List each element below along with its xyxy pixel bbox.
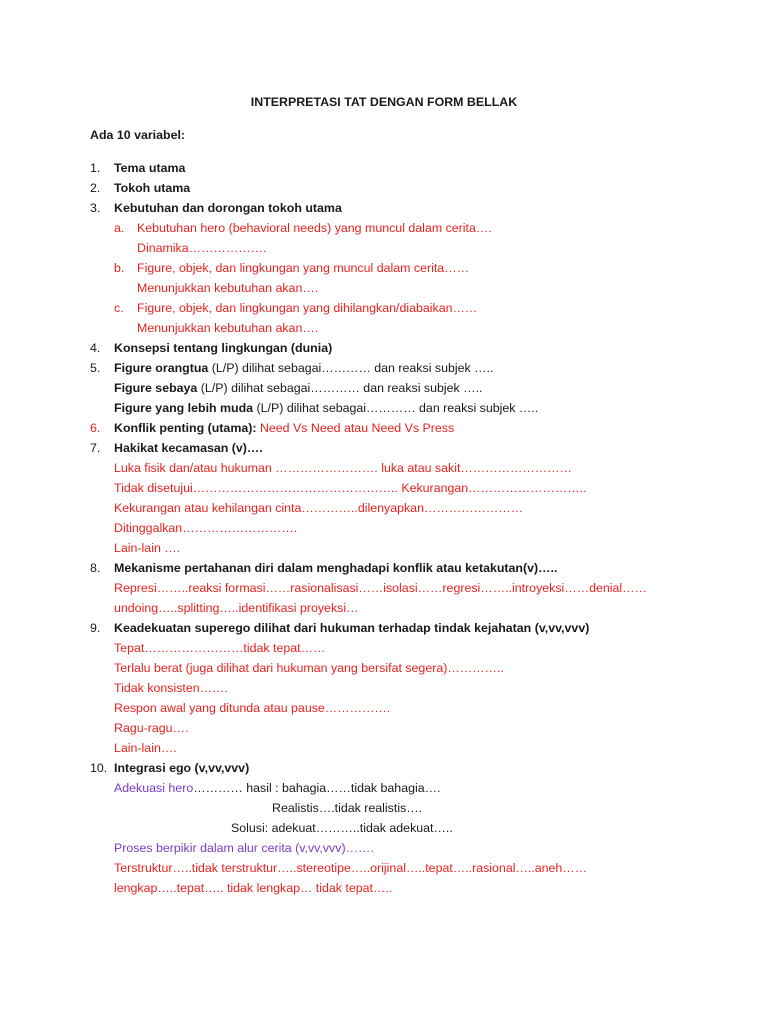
item-9-line5: Ragu-ragu…. xyxy=(114,721,189,735)
intro-heading: Ada 10 variabel: xyxy=(90,128,186,142)
item-9-line4: Respon awal yang ditunda atau pause……………. xyxy=(114,701,391,715)
item-9-line1: Tepat……………………tidak tepat…… xyxy=(114,641,326,655)
item-2-text: Tokoh utama xyxy=(114,181,191,195)
item-1-number: 1. xyxy=(90,161,101,175)
item-7-line5: Lain-lain …. xyxy=(114,541,181,555)
item-3a-line2: Dinamika………………. xyxy=(137,241,267,255)
item-5-line2 xyxy=(114,380,482,396)
adekuasi-hero-result: ………… hasil : bahagia……tidak bahagia…. xyxy=(193,781,441,795)
item-3c-letter: c. xyxy=(114,301,124,315)
item-4-text: Konsepsi tentang lingkungan (dunia) xyxy=(114,341,333,355)
item-8-line1: Represi……..reaksi formasi……rasionalisasi……isolasi……regresi……..introyeksi……denial…… xyxy=(114,581,647,595)
page-title: INTERPRETASI TAT DENGAN FORM BELLAK xyxy=(250,95,518,109)
item-7-number: 7. xyxy=(90,441,101,455)
item-10-number: 10. xyxy=(90,761,108,775)
item-10-line5: Terstruktur…..tidak terstruktur…..stereotipe…..orijinal…..tepat…..rasional…..aneh…… xyxy=(114,861,588,875)
item-9-line6: Lain-lain…. xyxy=(114,741,177,755)
item-9-text: Keadekuatan superego dilihat dari hukuman terhadap tindak kejahatan (v,vv,vvv) xyxy=(114,621,590,635)
item-3a-letter: a. xyxy=(114,221,125,235)
item-3-text: Kebutuhan dan dorongan tokoh utama xyxy=(114,201,342,215)
figure-peer-desc: (L/P) dilihat sebagai………… dan reaksi subjek ….. xyxy=(197,381,483,395)
item-8-text: Mekanisme pertahanan diri dalam menghadapi konflik atau ketakutan(v)….. xyxy=(114,561,558,575)
item-7-line4: Ditinggalkan………………………. xyxy=(114,521,298,535)
item-3c-line2: Menunjukkan kebutuhan akan…. xyxy=(137,321,319,335)
item-9-line3: Tidak konsisten……. xyxy=(114,681,228,695)
item-10-line2: Realistis….tidak realistis…. xyxy=(272,801,423,815)
item-6-text xyxy=(114,420,454,436)
item-10-line1 xyxy=(114,780,440,796)
item-5-line3 xyxy=(114,400,538,416)
figure-younger-desc: (L/P) dilihat sebagai………… dan reaksi subjek ….. xyxy=(253,401,539,415)
item-10-line3: Solusi: adekuat………..tidak adekuat….. xyxy=(231,821,453,835)
item-7-line3: Kekurangan atau kehilangan cinta…………..dilenyapkan…………………… xyxy=(114,501,524,515)
item-6-value: Need Vs Need atau Need Vs Press xyxy=(259,421,455,435)
item-5-number: 5. xyxy=(90,361,101,375)
item-4-number: 4. xyxy=(90,341,101,355)
item-3b-line2: Menunjukkan kebutuhan akan…. xyxy=(137,281,319,295)
item-5-line1 xyxy=(114,360,493,376)
item-7-line1: Luka fisik dan/atau hukuman ……………………. luka atau sakit……………………… xyxy=(114,461,572,475)
item-10-line4: Proses berpikir dalam alur cerita (v,vv,vvv)……. xyxy=(114,841,374,855)
item-7-line2: Tidak disetujui………………………………………….. Kekurangan……………………….. xyxy=(114,481,587,495)
figure-younger-label: Figure yang lebih muda xyxy=(114,401,254,415)
item-2-number: 2. xyxy=(90,181,101,195)
item-9-line2: Terlalu berat (juga dilihat dari hukuman yang bersifat segera)………….. xyxy=(114,661,504,675)
item-7-text: Hakikat kecamasan (v)…. xyxy=(114,441,263,455)
item-6-number: 6. xyxy=(90,421,101,435)
item-9-number: 9. xyxy=(90,621,101,635)
item-3-number: 3. xyxy=(90,201,101,215)
item-8-number: 8. xyxy=(90,561,101,575)
item-10-line6: lengkap…..tepat….. tidak lengkap… tidak tepat….. xyxy=(114,881,393,895)
item-3a-line1: Kebutuhan hero (behavioral needs) yang muncul dalam cerita…. xyxy=(137,221,492,235)
item-8-line2: undoing…..splitting…..identifikasi proyeksi… xyxy=(114,601,359,615)
figure-parent-label: Figure orangtua xyxy=(114,361,209,375)
figure-parent-desc: (L/P) dilihat sebagai………… dan reaksi subjek ….. xyxy=(208,361,494,375)
item-1-text: Tema utama xyxy=(114,161,186,175)
item-3b-line1: Figure, objek, dan lingkungan yang muncul dalam cerita…… xyxy=(137,261,469,275)
item-3c-line1: Figure, objek, dan lingkungan yang dihilangkan/diabaikan…… xyxy=(137,301,478,315)
item-6-label: Konflik penting (utama): xyxy=(114,421,260,435)
item-3b-letter: b. xyxy=(114,261,125,275)
figure-peer-label: Figure sebaya xyxy=(114,381,198,395)
adekuasi-hero-label: Adekuasi hero xyxy=(114,781,194,795)
item-10-text: Integrasi ego (v,vv,vvv) xyxy=(114,761,250,775)
